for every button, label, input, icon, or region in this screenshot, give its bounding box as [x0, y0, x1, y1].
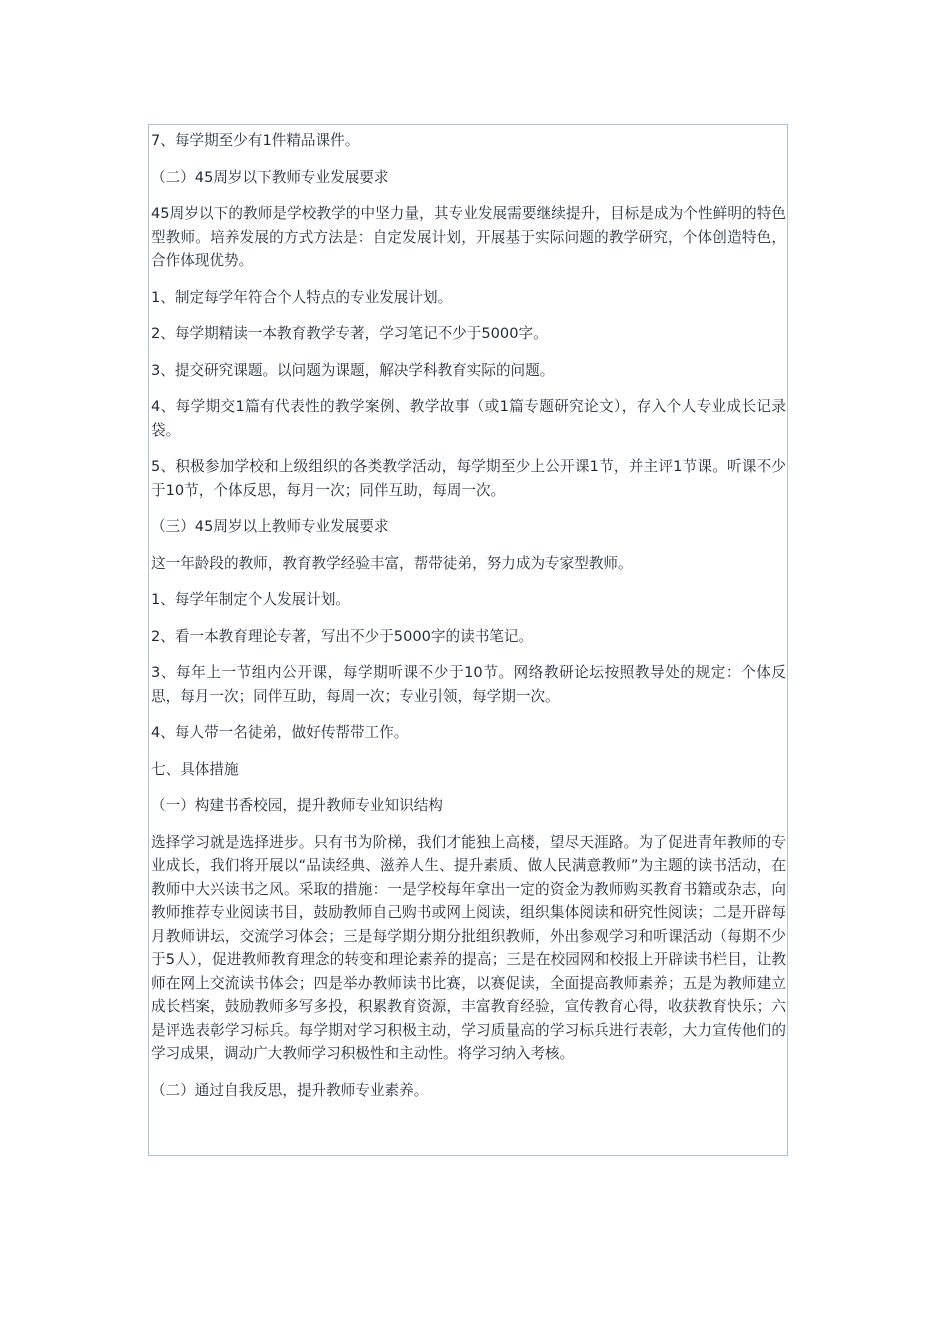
- over-45-intro: 这一年龄段的教师，教育教学经验丰富，帮带徒弟，努力成为专家型教师。: [151, 554, 633, 572]
- over-45-item-2: 2、看一本教育理论专著，写出不少于5000字的读书笔记。: [151, 627, 534, 645]
- under-45-item-1: 1、制定每学年符合个人特点的专业发展计划。: [151, 288, 453, 306]
- heading-over-45: （三）45周岁以上教师专业发展要求: [151, 518, 389, 535]
- under-45-item-4: 4、每学期交1篇有代表性的教学案例、教学故事（或1篇专题研究论文），存入个人专业成长记录袋。: [151, 398, 786, 439]
- under-45-intro: 45周岁以下的教师是学校教学的中坚力量，其专业发展需要继续提升，目标是成为个性鲜明的特色型教师。培养发展的方式方法是：自定发展计划，开展基于实际问题的教学研究，个体创造特色，合作体现优势。: [151, 205, 786, 269]
- subheading-reading-campus: （一）构建书香校园，提升教师专业知识结构: [151, 797, 443, 814]
- item-7-courseware: 7、每学期至少有1件精品课件。: [151, 132, 360, 149]
- over-45-item-3: 3、每年上一节组内公开课，每学期听课不少于10节。网络教研论坛按照教导处的规定：个体反思，每月一次；同伴互助，每周一次；专业引领，每学期一次。: [151, 664, 786, 705]
- under-45-item-5: 5、积极参加学校和上级组织的各类教学活动，每学期至少上公开课1节，并主评1节课。听课不少于10节，个体反思，每月一次；同伴互助，每周一次。: [151, 458, 786, 499]
- reading-campus-body: 选择学习就是选择进步。只有书为阶梯，我们才能独上高楼，望尽天涯路。为了促进青年教师的专业成长，我们将开展以“品读经典、滋养人生、提升素质、做人民满意教师”为主题的读书活动，在教师中大兴读书之风。采取的措施：一是学校每年拿出一定的资金为教师购买教育书籍或杂志，向教师推荐专业阅读书目，鼓励教师自己购书或网上阅读，组织集体阅读和研究性阅读；二是开辟每月教师讲坛，交流学习体会；三是每学期分期分批组织教师，外出参观学习和听课活动（每期不少于5人），促进教师教育理念的转变和理论素养的提高；三是在校园网和校报上开辟读书栏目，让教师在网上交流读书体会；四是举办教师读书比赛，以赛促读，全面提高教师素养；五是为教师建立成长档案，鼓励教师多写多投，积累教育资源，丰富教育经验，宣传教育心得，收获教育快乐；六是评选表彰学习标兵。每学期对学习积极主动，学习质量高的学习标兵进行表彰，大力宣传他们的学习成果，调动广大教师学习积极性和主动性。将学习纳入考核。: [151, 833, 786, 1062]
- document-text-frame: [148, 124, 788, 1156]
- subheading-self-reflection: （二）通过自我反思，提升教师专业素养。: [151, 1081, 429, 1099]
- heading-under-45: （二）45周岁以下教师专业发展要求: [151, 168, 389, 186]
- under-45-item-3: 3、提交研究课题。以问题为课题，解决学科教育实际的问题。: [151, 361, 555, 379]
- over-45-item-4: 4、每人带一名徒弟，做好传帮带工作。: [151, 724, 409, 741]
- section-7-heading: 七、具体措施: [151, 760, 239, 778]
- over-45-item-1: 1、每学年制定个人发展计划。: [151, 591, 351, 608]
- under-45-item-2: 2、每学期精读一本教育教学专著，学习笔记不少于5000字。: [151, 325, 548, 342]
